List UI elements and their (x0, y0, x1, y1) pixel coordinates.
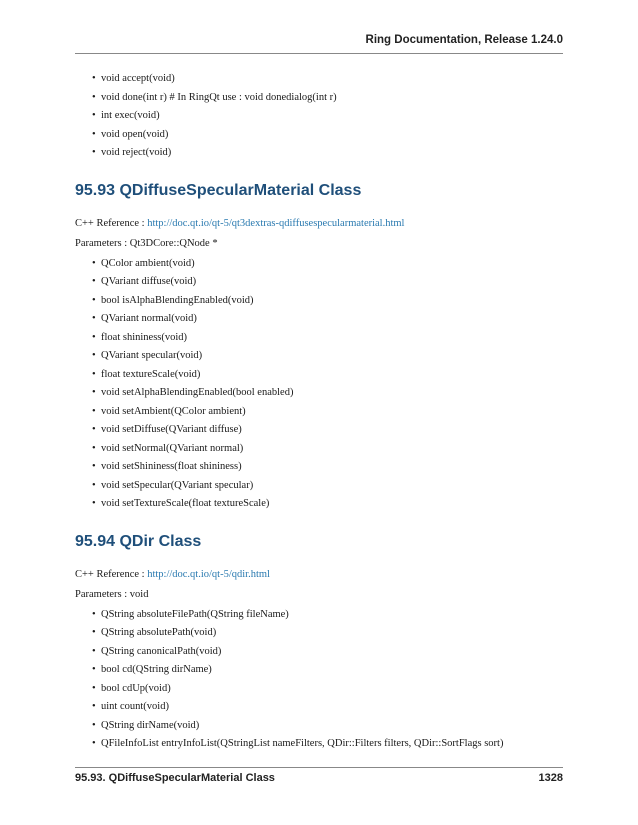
list-item: • void setSpecular(QVariant specular) (92, 477, 563, 496)
page-content (75, 70, 563, 754)
list-item: • bool cdUp(void) (92, 680, 563, 699)
list-item: • float shininess(void) (92, 329, 563, 348)
footer-section-title: 95.93. QDiffuseSpecularMaterial Class (75, 772, 275, 784)
reference-label: C++ Reference : (75, 568, 148, 580)
parameters-line: Parameters : void (75, 588, 149, 600)
list-item: • QVariant specular(void) (92, 347, 563, 366)
list-item: • bool cd(QString dirName) (92, 661, 563, 680)
list-item: • uint count(void) (92, 698, 563, 717)
list-item: • QString canonicalPath(void) (92, 643, 563, 662)
method-list-qdiffusespecularmaterial (75, 255, 563, 514)
list-item: • void setDiffuse(QVariant diffuse) (92, 421, 563, 440)
list-item: • int exec(void) (92, 107, 563, 126)
list-item: • QVariant normal(void) (92, 310, 563, 329)
section-heading-qdiffusespecularmaterial: 95.93 QDiffuseSpecularMaterial Class (75, 181, 362, 199)
header-divider (75, 53, 563, 54)
list-item: • void setAmbient(QColor ambient) (92, 403, 563, 422)
list-item: • QColor ambient(void) (92, 255, 563, 274)
reference-label: C++ Reference : (75, 217, 148, 229)
list-item: • void setNormal(QVariant normal) (92, 440, 563, 459)
list-item: • void reject(void) (92, 144, 563, 163)
page-header: Ring Documentation, Release 1.24.0 (365, 34, 563, 46)
method-list-qdir (75, 606, 563, 754)
list-item: • bool isAlphaBlendingEnabled(void) (92, 292, 563, 311)
list-item: • void accept(void) (92, 70, 563, 89)
method-list-previous (75, 70, 563, 163)
cpp-reference (75, 215, 563, 235)
reference-link[interactable]: http://doc.qt.io/qt-5/qdir.html (147, 568, 270, 580)
list-item: • void setShininess(float shininess) (92, 458, 563, 477)
parameters-line: Parameters : Qt3DCore::QNode * (75, 237, 218, 249)
reference-link[interactable]: http://doc.qt.io/qt-5/qt3dextras-qdiffusespecularmaterial.html (147, 217, 405, 229)
list-item: • QString absoluteFilePath(QString fileName) (92, 606, 563, 625)
list-item: • void done(int r) # In RingQt use : void donedialog(int r) (92, 89, 563, 108)
page-number: 1328 (538, 772, 563, 784)
list-item: • void open(void) (92, 126, 563, 145)
page-footer (75, 772, 563, 784)
footer-divider (75, 767, 563, 768)
list-item: • QString absolutePath(void) (92, 624, 563, 643)
list-item: • QVariant diffuse(void) (92, 273, 563, 292)
section-heading-qdir: 95.94 QDir Class (75, 532, 202, 550)
list-item: • float textureScale(void) (92, 366, 563, 385)
cpp-reference (75, 566, 563, 586)
list-item: • QFileInfoList entryInfoList(QStringList nameFilters, QDir::Filters filters, QDir::SortFlags sort) (92, 735, 563, 754)
list-item: • void setAlphaBlendingEnabled(bool enabled) (92, 384, 563, 403)
list-item: • void setTextureScale(float textureScale) (92, 495, 563, 514)
list-item: • QString dirName(void) (92, 717, 563, 736)
